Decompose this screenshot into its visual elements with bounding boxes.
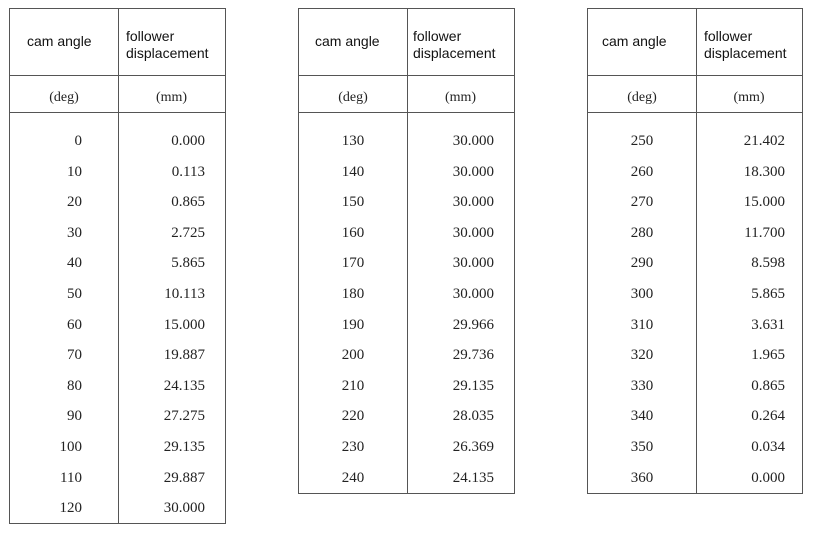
cell-angle: 350	[630, 439, 654, 455]
cell-displacement: 19.887	[163, 347, 205, 363]
cell-angle: 320	[630, 347, 654, 363]
header-divider	[299, 75, 514, 76]
cell-displacement: 15.000	[163, 317, 205, 333]
cell-displacement: 0.000	[751, 470, 785, 486]
header-disp-line1: follower	[704, 28, 753, 44]
header-disp-line1: follower	[126, 28, 175, 44]
cell-displacement: 30.000	[452, 194, 494, 210]
cell-angle: 140	[341, 164, 365, 180]
header-cam-angle: cam angle	[315, 33, 380, 49]
cell-displacement: 1.965	[751, 347, 785, 363]
cell-angle: 30	[67, 225, 82, 241]
cell-angle: 290	[630, 255, 654, 271]
cell-displacement: 30.000	[452, 255, 494, 271]
cell-displacement: 5.865	[751, 286, 785, 302]
unit-deg: (deg)	[627, 90, 657, 105]
cell-displacement: 8.598	[751, 255, 785, 271]
cell-angle: 160	[341, 225, 365, 241]
cell-displacement: 30.000	[163, 500, 205, 516]
cell-displacement: 5.865	[171, 255, 205, 271]
cell-angle: 240	[341, 470, 365, 486]
header-disp-line2: displacement	[704, 45, 787, 61]
cell-angle: 200	[341, 347, 365, 363]
unit-mm: (mm)	[155, 90, 188, 105]
cell-displacement: 18.300	[743, 164, 785, 180]
table-1	[9, 8, 226, 524]
header-disp-line2: displacement	[413, 45, 496, 61]
cell-angle: 100	[59, 439, 82, 455]
cell-displacement: 3.631	[751, 317, 785, 333]
header-follower-displacement	[126, 28, 209, 62]
header-divider	[588, 75, 802, 76]
cell-angle: 0	[74, 133, 82, 149]
cell-angle: 220	[341, 408, 365, 424]
cell-angle: 280	[630, 225, 654, 241]
cell-displacement: 11.700	[744, 225, 785, 241]
cell-angle: 180	[341, 286, 365, 302]
table-3	[587, 8, 803, 494]
cell-displacement: 15.000	[743, 194, 785, 210]
cell-displacement: 27.275	[163, 408, 205, 424]
cell-displacement: 29.135	[163, 439, 205, 455]
cell-angle: 340	[630, 408, 654, 424]
cell-displacement: 0.034	[751, 439, 785, 455]
cell-displacement: 24.135	[163, 378, 205, 394]
cell-displacement: 30.000	[452, 225, 494, 241]
cell-angle: 250	[630, 133, 654, 149]
cell-angle: 120	[59, 500, 82, 516]
unit-mm: (mm)	[733, 90, 765, 105]
cell-displacement: 2.725	[171, 225, 205, 241]
cell-displacement: 0.264	[751, 408, 785, 424]
cell-displacement: 0.000	[171, 133, 205, 149]
table-2	[298, 8, 515, 494]
cell-angle: 50	[67, 286, 82, 302]
cell-angle: 270	[630, 194, 654, 210]
header-follower-displacement	[413, 28, 496, 62]
cell-displacement: 0.865	[171, 194, 205, 210]
cell-angle: 190	[341, 317, 365, 333]
unit-deg: (deg)	[49, 90, 79, 105]
cell-angle: 210	[341, 378, 365, 394]
header-cam-angle: cam angle	[27, 33, 92, 49]
unit-divider	[10, 112, 225, 113]
cell-angle: 20	[67, 194, 82, 210]
cell-displacement: 30.000	[452, 164, 494, 180]
cell-angle: 10	[67, 164, 82, 180]
cell-angle: 110	[60, 470, 82, 486]
cell-angle: 170	[341, 255, 365, 271]
cell-angle: 230	[341, 439, 365, 455]
header-divider	[10, 75, 225, 76]
unit-deg: (deg)	[338, 90, 368, 105]
header-follower-displacement	[704, 28, 787, 62]
cell-angle: 130	[341, 133, 365, 149]
unit-mm: (mm)	[444, 90, 477, 105]
cell-angle: 360	[630, 470, 654, 486]
cell-displacement: 30.000	[452, 286, 494, 302]
cell-displacement: 29.736	[452, 347, 494, 363]
header-disp-line1: follower	[413, 28, 462, 44]
cell-angle: 40	[67, 255, 82, 271]
cell-displacement: 29.966	[452, 317, 494, 333]
cell-angle: 80	[67, 378, 82, 394]
cell-displacement: 24.135	[452, 470, 494, 486]
cell-angle: 260	[630, 164, 654, 180]
cell-angle: 300	[630, 286, 654, 302]
cell-displacement: 0.865	[751, 378, 785, 394]
cell-displacement: 30.000	[452, 133, 494, 149]
cell-angle: 60	[67, 317, 82, 333]
unit-divider	[588, 112, 802, 113]
cell-displacement: 21.402	[743, 133, 785, 149]
cell-angle: 90	[67, 408, 82, 424]
unit-divider	[299, 112, 514, 113]
cell-displacement: 0.113	[171, 164, 205, 180]
cell-displacement: 29.887	[163, 470, 205, 486]
cell-angle: 70	[67, 347, 82, 363]
cell-displacement: 26.369	[452, 439, 494, 455]
cell-angle: 150	[341, 194, 365, 210]
header-disp-line2: displacement	[126, 45, 209, 61]
cell-displacement: 29.135	[452, 378, 494, 394]
header-cam-angle: cam angle	[602, 33, 667, 49]
cell-displacement: 10.113	[164, 286, 205, 302]
cell-displacement: 28.035	[452, 408, 494, 424]
cell-angle: 330	[630, 378, 654, 394]
cell-angle: 310	[630, 317, 654, 333]
